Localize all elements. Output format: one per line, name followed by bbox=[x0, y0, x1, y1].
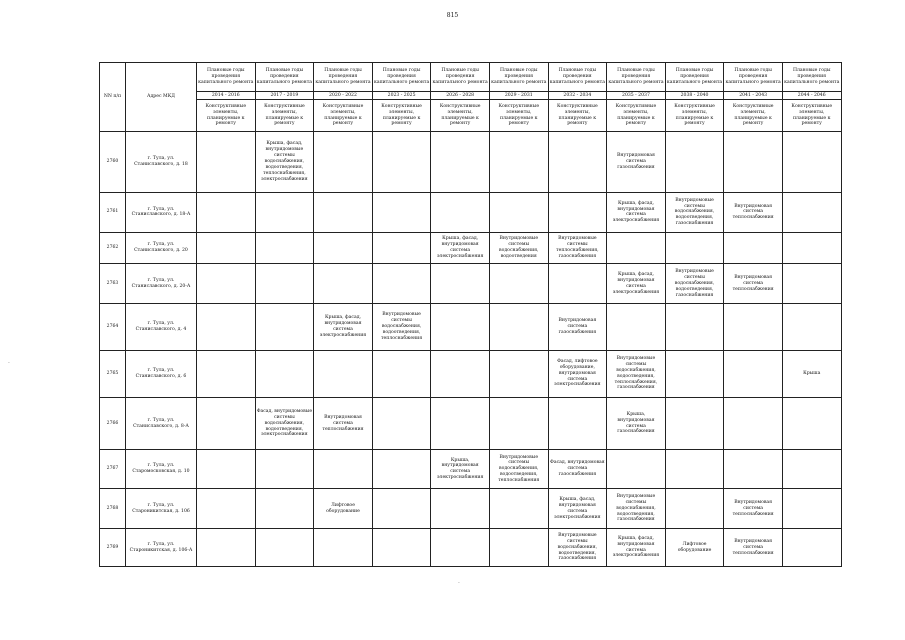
row-number: 2768 bbox=[100, 489, 126, 529]
address-cell: г. Тула, ул. Староникитская, д. 106-А bbox=[126, 529, 197, 567]
elements-cell: Крыша, фасад, внутридомовая система электроснабжения bbox=[607, 264, 666, 304]
elements-cell bbox=[197, 489, 256, 529]
elements-cell: Крыша, фасад, внутридомовая система электроснабжения bbox=[607, 192, 666, 232]
elements-cell: Крыша, фасад, внутридомовая система электроснабжения bbox=[548, 489, 607, 529]
elements-cell: Лифтовое оборудование bbox=[314, 489, 373, 529]
elements-cell bbox=[489, 192, 548, 232]
elements-header: Конструктивные элементы, планируемые к ремонту bbox=[314, 100, 373, 132]
table-row bbox=[100, 304, 842, 350]
plan-header: Плановые годы проведения капитального ремонта bbox=[197, 63, 256, 92]
elements-cell: Внутридомовая система газоснабжения bbox=[607, 132, 666, 193]
period-header: 2041 - 2043 bbox=[724, 92, 783, 100]
elements-cell: Внутридомовая система теплоснабжения bbox=[314, 397, 373, 450]
period-header: 2044 - 2046 bbox=[782, 92, 841, 100]
address-cell: г. Тула, ул. Станиславского, д. 4 bbox=[126, 304, 197, 350]
table-row bbox=[100, 132, 842, 193]
period-header: 2035 - 2037 bbox=[607, 92, 666, 100]
elements-cell bbox=[489, 397, 548, 450]
address-cell: г. Тула, ул. Староникитская, д. 106 bbox=[126, 489, 197, 529]
elements-cell bbox=[314, 350, 373, 397]
elements-cell bbox=[372, 192, 431, 232]
period-header: 2020 - 2022 bbox=[314, 92, 373, 100]
elements-cell bbox=[372, 132, 431, 193]
elements-cell bbox=[372, 350, 431, 397]
elements-cell: Внутридомовые системы водоснабжения, водоотведения, теплоснабжения bbox=[372, 304, 431, 350]
elements-cell bbox=[489, 529, 548, 567]
elements-cell bbox=[724, 232, 783, 264]
elements-cell: Внутридомовые системы водоснабжения, водоотведения, теплоснабжения, газоснабжения bbox=[607, 350, 666, 397]
elements-cell: Внутридомовые системы водоснабжения, водоотведения, газоснабжения bbox=[607, 489, 666, 529]
elements-cell bbox=[255, 192, 314, 232]
elements-cell bbox=[724, 397, 783, 450]
header-row-plan bbox=[100, 63, 842, 92]
elements-cell: Внутридомовые системы водоснабжения, водоотведения, газоснабжения bbox=[548, 529, 607, 567]
row-number: 2761 bbox=[100, 192, 126, 232]
period-header: 2038 - 2040 bbox=[665, 92, 724, 100]
elements-cell bbox=[372, 232, 431, 264]
elements-header: Конструктивные элементы, планируемые к ремонту bbox=[197, 100, 256, 132]
elements-cell bbox=[665, 350, 724, 397]
elements-cell: Крыша, внутридомовая система электроснабжения bbox=[431, 450, 490, 489]
elements-cell: Лифтовое оборудование bbox=[665, 529, 724, 567]
elements-cell bbox=[197, 397, 256, 450]
table-row bbox=[100, 192, 842, 232]
elements-cell: Внутридомовые системы водоснабжения, водоотведения bbox=[489, 232, 548, 264]
elements-cell: Крыша, фасад, внутридомовая система электроснабжения bbox=[431, 232, 490, 264]
elements-header: Конструктивные элементы, планируемые к ремонту bbox=[255, 100, 314, 132]
elements-cell bbox=[431, 350, 490, 397]
elements-cell bbox=[314, 132, 373, 193]
elements-cell bbox=[255, 450, 314, 489]
plan-header: Плановые годы проведения капитального ремонта bbox=[724, 63, 783, 92]
elements-cell bbox=[197, 132, 256, 193]
elements-cell: Фасад, внутридомовые системы водоснабжения, водоотведения, электроснабжения bbox=[255, 397, 314, 450]
elements-header: Конструктивные элементы, планируемые к ремонту bbox=[607, 100, 666, 132]
table-body bbox=[100, 132, 842, 567]
table-row bbox=[100, 529, 842, 567]
elements-header: Конструктивные элементы, планируемые к ремонту bbox=[372, 100, 431, 132]
elements-cell bbox=[197, 264, 256, 304]
elements-cell bbox=[607, 232, 666, 264]
elements-cell: Внутридомовые системы водоснабжения, водоотведения, газоснабжения bbox=[665, 192, 724, 232]
table-row bbox=[100, 489, 842, 529]
elements-cell bbox=[372, 397, 431, 450]
elements-cell bbox=[607, 304, 666, 350]
row-number: 2764 bbox=[100, 304, 126, 350]
elements-cell bbox=[782, 397, 841, 450]
elements-cell bbox=[197, 529, 256, 567]
table-row bbox=[100, 232, 842, 264]
elements-cell bbox=[782, 529, 841, 567]
plan-header: Плановые годы проведения капитального ремонта bbox=[548, 63, 607, 92]
elements-header: Конструктивные элементы, планируемые к ремонту bbox=[548, 100, 607, 132]
elements-cell: Крыша, фасад, внутридомовые системы водоснабжения, водоотведения, теплоснабжения, электроснабжения bbox=[255, 132, 314, 193]
row-number: 2766 bbox=[100, 397, 126, 450]
scan-mark: · bbox=[8, 360, 10, 367]
page-number: 815 bbox=[446, 12, 459, 19]
elements-cell bbox=[372, 450, 431, 489]
elements-cell bbox=[665, 304, 724, 350]
elements-cell bbox=[489, 132, 548, 193]
elements-cell: Фасад, внутридомовая система газоснабжения bbox=[548, 450, 607, 489]
elements-cell bbox=[372, 529, 431, 567]
elements-cell bbox=[489, 489, 548, 529]
elements-header: Конструктивные элементы, планируемые к ремонту bbox=[431, 100, 490, 132]
elements-cell bbox=[782, 132, 841, 193]
elements-cell bbox=[197, 232, 256, 264]
plan-header: Плановые годы проведения капитального ремонта bbox=[607, 63, 666, 92]
elements-cell: Внутридомовая система теплоснабжения bbox=[724, 489, 783, 529]
address-cell: г. Тула, ул. Станиславского, д. 20 bbox=[126, 232, 197, 264]
elements-cell bbox=[431, 529, 490, 567]
elements-cell: Внутридомовая система теплоснабжения bbox=[724, 264, 783, 304]
elements-cell bbox=[665, 489, 724, 529]
elements-cell bbox=[197, 192, 256, 232]
elements-cell bbox=[782, 232, 841, 264]
elements-header: Конструктивные элементы, планируемые к ремонту bbox=[782, 100, 841, 132]
elements-cell bbox=[782, 489, 841, 529]
elements-cell bbox=[548, 132, 607, 193]
address-cell: г. Тула, ул. Станиславского, д. 6 bbox=[126, 350, 197, 397]
row-number: 2767 bbox=[100, 450, 126, 489]
period-header: 2026 - 2028 bbox=[431, 92, 490, 100]
plan-header: Плановые годы проведения капитального ремонта bbox=[489, 63, 548, 92]
elements-cell bbox=[431, 132, 490, 193]
header-row-elements bbox=[100, 100, 842, 132]
elements-cell: Внутридомовые системы водоснабжения, водоотведения, теплоснабжения bbox=[489, 450, 548, 489]
elements-cell bbox=[548, 264, 607, 304]
nn-header: NN п/п bbox=[100, 63, 126, 132]
elements-cell: Крыша, внутридомовая система газоснабжения bbox=[607, 397, 666, 450]
period-header: 2023 - 2025 bbox=[372, 92, 431, 100]
elements-cell bbox=[314, 192, 373, 232]
elements-cell: Внутридомовые системы водоснабжения, водоотведения, газоснабжения bbox=[665, 264, 724, 304]
address-cell: г. Тула, ул. Станиславского, д. 18 bbox=[126, 132, 197, 193]
elements-cell bbox=[548, 397, 607, 450]
elements-cell bbox=[314, 232, 373, 264]
elements-cell bbox=[724, 450, 783, 489]
elements-header: Конструктивные элементы, планируемые к ремонту bbox=[489, 100, 548, 132]
elements-cell bbox=[665, 397, 724, 450]
repair-schedule-table bbox=[99, 62, 842, 567]
elements-cell bbox=[607, 450, 666, 489]
row-number: 2765 bbox=[100, 350, 126, 397]
row-number: 2763 bbox=[100, 264, 126, 304]
plan-header: Плановые годы проведения капитального ремонта bbox=[665, 63, 724, 92]
table-row bbox=[100, 350, 842, 397]
elements-cell: Внутридомовые системы теплоснабжения, газоснабжения bbox=[548, 232, 607, 264]
elements-cell bbox=[782, 192, 841, 232]
elements-cell bbox=[255, 304, 314, 350]
elements-cell bbox=[724, 304, 783, 350]
period-header: 2014 - 2016 bbox=[197, 92, 256, 100]
plan-header: Плановые годы проведения капитального ремонта bbox=[782, 63, 841, 92]
elements-cell bbox=[431, 489, 490, 529]
elements-cell bbox=[431, 397, 490, 450]
row-number: 2762 bbox=[100, 232, 126, 264]
elements-cell bbox=[255, 529, 314, 567]
address-header: Адрес МКД bbox=[126, 63, 197, 132]
elements-cell bbox=[431, 192, 490, 232]
elements-cell: Крыша, фасад, внутридомовая система электроснабжения bbox=[314, 304, 373, 350]
elements-cell bbox=[431, 304, 490, 350]
elements-cell bbox=[314, 529, 373, 567]
elements-cell: Внутридомовая система теплоснабжения bbox=[724, 529, 783, 567]
plan-header: Плановые годы проведения капитального ремонта bbox=[431, 63, 490, 92]
elements-header: Конструктивные элементы, планируемые к ремонту bbox=[665, 100, 724, 132]
elements-header: Конструктивные элементы, планируемые к ремонту bbox=[724, 100, 783, 132]
header-row-periods bbox=[100, 92, 842, 100]
address-cell: г. Тула, ул. Станиславского, д. 20-А bbox=[126, 264, 197, 304]
elements-cell bbox=[314, 450, 373, 489]
row-number: 2769 bbox=[100, 529, 126, 567]
elements-cell bbox=[255, 350, 314, 397]
table-row bbox=[100, 450, 842, 489]
elements-cell bbox=[489, 264, 548, 304]
elements-cell: Внутридомовая система теплоснабжения bbox=[724, 192, 783, 232]
elements-cell bbox=[197, 450, 256, 489]
table-row bbox=[100, 397, 842, 450]
elements-cell bbox=[548, 192, 607, 232]
elements-cell bbox=[255, 489, 314, 529]
elements-cell bbox=[197, 350, 256, 397]
plan-header: Плановые годы проведения капитального ремонта bbox=[372, 63, 431, 92]
elements-cell bbox=[372, 264, 431, 304]
elements-cell bbox=[372, 489, 431, 529]
elements-cell bbox=[489, 350, 548, 397]
row-number: 2760 bbox=[100, 132, 126, 193]
elements-cell: Крыша, фасад, внутридомовая система электроснабжения bbox=[607, 529, 666, 567]
elements-cell: Фасад, лифтовое оборудование, внутридомовая система электроснабжения bbox=[548, 350, 607, 397]
plan-header: Плановые годы проведения капитального ремонта bbox=[314, 63, 373, 92]
elements-cell bbox=[782, 450, 841, 489]
period-header: 2032 - 2034 bbox=[548, 92, 607, 100]
table-header bbox=[100, 63, 842, 132]
elements-cell bbox=[782, 264, 841, 304]
elements-cell: Внутридомовая система газоснабжения bbox=[548, 304, 607, 350]
elements-cell bbox=[724, 350, 783, 397]
period-header: 2017 - 2019 bbox=[255, 92, 314, 100]
address-cell: г. Тула, ул. Станиславского, д. 18-А bbox=[126, 192, 197, 232]
elements-cell bbox=[255, 232, 314, 264]
elements-cell bbox=[489, 304, 548, 350]
elements-cell bbox=[197, 304, 256, 350]
elements-cell bbox=[431, 264, 490, 304]
elements-cell bbox=[665, 450, 724, 489]
scan-mark: · bbox=[458, 580, 460, 587]
elements-cell bbox=[255, 264, 314, 304]
plan-header: Плановые годы проведения капитального ремонта bbox=[255, 63, 314, 92]
elements-cell bbox=[665, 132, 724, 193]
elements-cell bbox=[314, 264, 373, 304]
period-header: 2029 - 2031 bbox=[489, 92, 548, 100]
elements-cell: Крыша bbox=[782, 350, 841, 397]
address-cell: г. Тула, ул. Старомосковская, д. 10 bbox=[126, 450, 197, 489]
elements-cell bbox=[665, 232, 724, 264]
elements-cell bbox=[724, 132, 783, 193]
elements-cell bbox=[782, 304, 841, 350]
address-cell: г. Тула, ул. Станиславского, д. 8-А bbox=[126, 397, 197, 450]
table-row bbox=[100, 264, 842, 304]
